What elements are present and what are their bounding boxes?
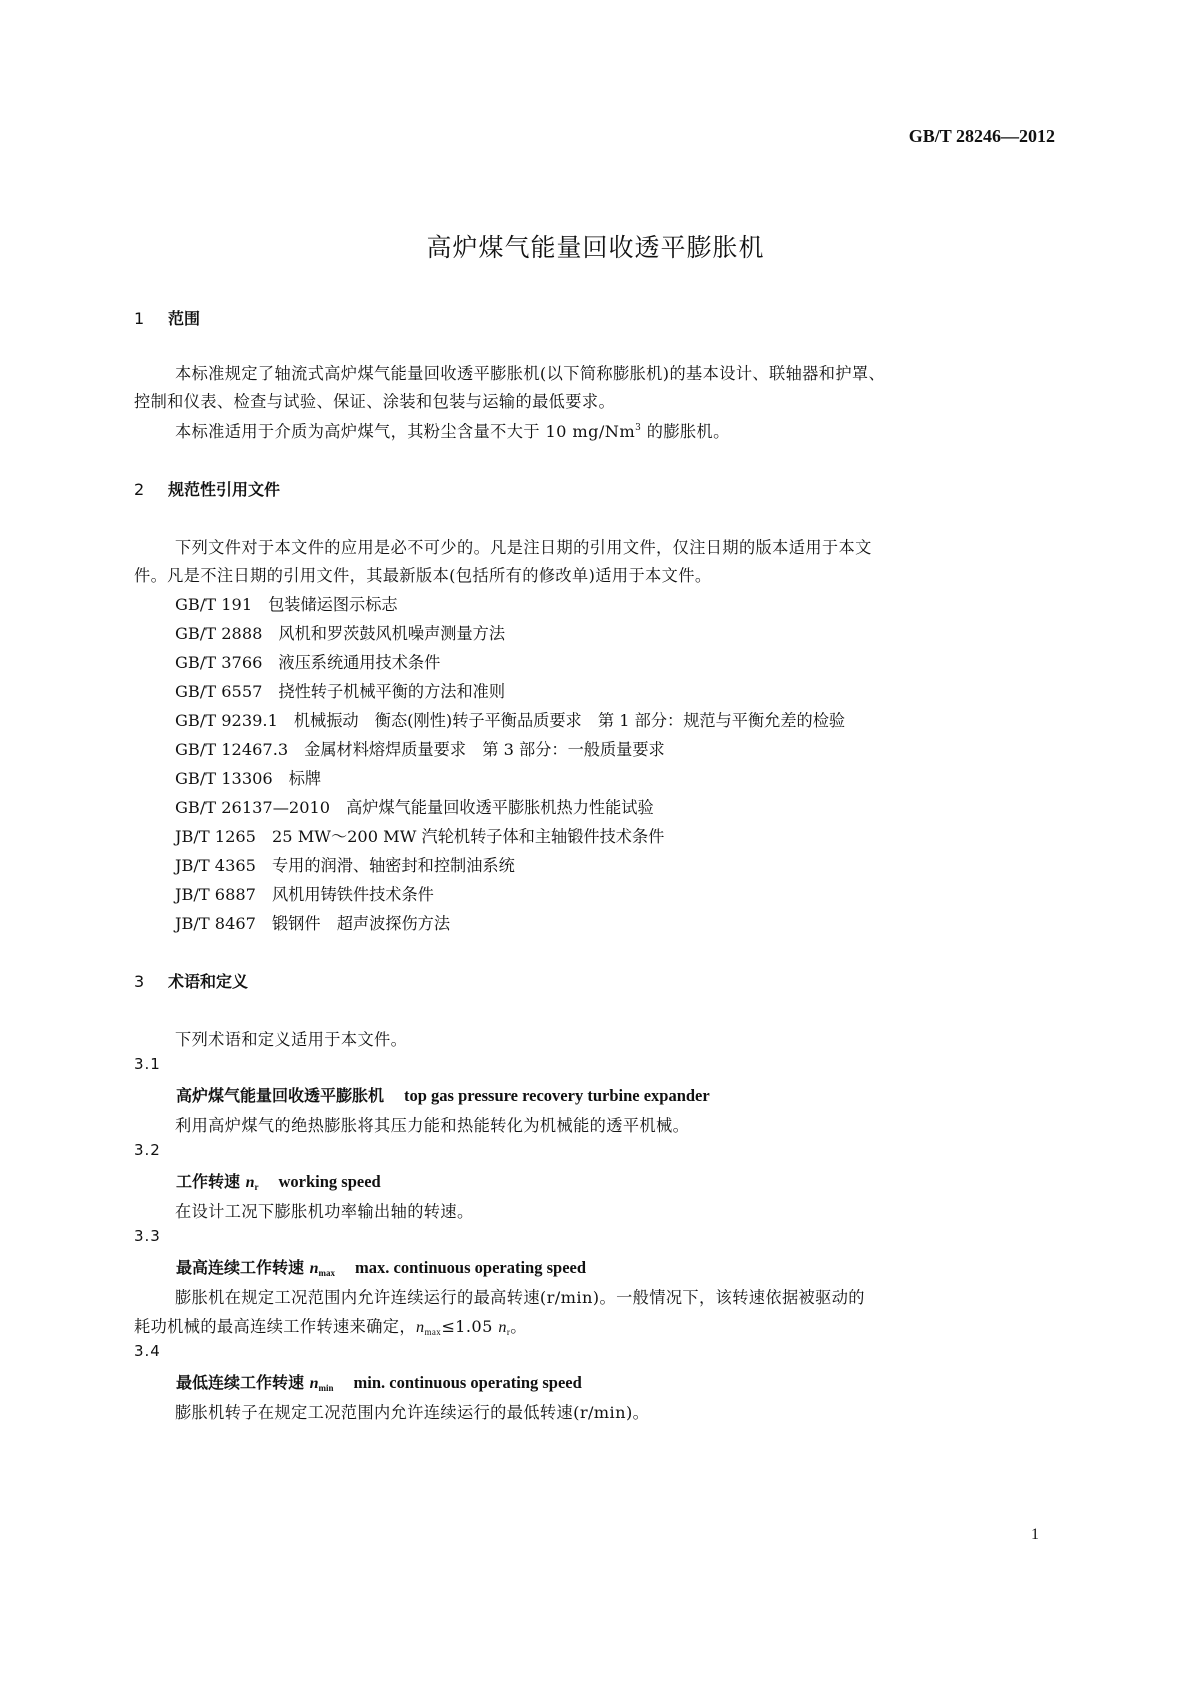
ref-title: 风机和罗茨鼓风机噪声测量方法 (278, 624, 506, 643)
ref-code: JB/T 4365 (175, 856, 256, 875)
section-3-heading (134, 969, 248, 992)
scope-para1-line1: 本标准规定了轴流式高炉煤气能量回收透平膨胀机(以下简称膨胀机)的基本设计、联轴器和护罩、 (175, 364, 886, 383)
clause-number: 3.1 (134, 1055, 161, 1073)
normative-intro-line1: 下列文件对于本文件的应用是必不可少的。凡是注日期的引用文件，仅注日期的版本适用于本文 (175, 538, 872, 557)
term-symbol (246, 1174, 259, 1191)
def-text: 耗功机械的最高连续工作转速来确定， (134, 1317, 416, 1336)
term-definition: 在设计工况下膨胀机功率输出轴的转速。 (175, 1202, 474, 1221)
ref-code: GB/T 12467.3 (175, 740, 289, 759)
term-en: min. continuous operating speed (353, 1373, 582, 1392)
reference-item (175, 823, 664, 847)
symbol-letter: n (498, 1318, 507, 1336)
ref-title: 标牌 (288, 769, 322, 788)
ref-title: 锻钢件 超声波探伤方法 (271, 914, 451, 933)
def-operator: ≤1.05 (441, 1317, 499, 1336)
reference-item (175, 707, 845, 731)
term-definition-line2 (134, 1313, 527, 1337)
term-en: working speed (278, 1172, 381, 1191)
ref-title: 挠性转子机械平衡的方法和准则 (278, 682, 506, 701)
term-definition: 利用高炉煤气的绝热膨胀将其压力能和热能转化为机械能的透平机械。 (175, 1116, 690, 1135)
symbol-letter: n (309, 1375, 319, 1392)
section-number: 2 (134, 480, 145, 499)
section-2-heading (134, 477, 280, 500)
ref-title: 高炉煤气能量回收透平膨胀机热力性能试验 (346, 798, 654, 817)
ref-code: JB/T 6887 (175, 885, 256, 904)
section-number: 1 (134, 309, 145, 328)
reference-item (175, 910, 450, 934)
term-symbol (310, 1260, 335, 1277)
standard-number: GB/T 28246—2012 (908, 126, 1055, 146)
symbol-subscript: max (318, 1268, 335, 1278)
term-definition-line1: 膨胀机在规定工况范围内允许连续运行的最高转速(r/min)。一般情况下，该转速依据被驱动的 (175, 1288, 865, 1307)
symbol-letter: n (245, 1174, 255, 1191)
term-heading (176, 1083, 710, 1106)
symbol-subscript: min (318, 1383, 334, 1393)
normative-intro-line2: 件。凡是不注日期的引用文件，其最新版本(包括所有的修改单)适用于本文件。 (134, 566, 712, 585)
reference-item (175, 591, 398, 615)
term-heading (176, 1370, 582, 1393)
reference-item (175, 881, 434, 905)
reference-item (175, 736, 665, 760)
clause-number: 3.3 (134, 1227, 161, 1245)
ref-title: 液压系统通用技术条件 (278, 653, 441, 672)
term-heading (176, 1169, 381, 1192)
scope-para2 (175, 418, 730, 442)
symbol-subscript: r (254, 1182, 259, 1192)
term-definition: 膨胀机转子在规定工况范围内允许连续运行的最低转速(r/min)。 (175, 1403, 650, 1422)
ref-code: GB/T 26137—2010 (175, 798, 331, 817)
ref-code: GB/T 191 (175, 595, 253, 614)
reference-item (175, 620, 505, 644)
section-title: 术语和定义 (168, 972, 249, 991)
symbol-letter: n (309, 1260, 319, 1277)
term-zh: 最低连续工作转速 (176, 1373, 305, 1392)
clause-number: 3.2 (134, 1141, 161, 1159)
symbol-subscript: r (506, 1327, 511, 1337)
term-en: max. continuous operating speed (355, 1258, 587, 1277)
term-zh: 最高连续工作转速 (176, 1258, 305, 1277)
section-1-heading (134, 306, 200, 329)
ref-title: 金属材料熔焊质量要求 第 3 部分：一般质量要求 (304, 740, 665, 759)
ref-code: JB/T 1265 (175, 827, 256, 846)
scope-para2-end: 的膨胀机。 (641, 422, 730, 441)
ref-title: 专用的润滑、轴密封和控制油系统 (271, 856, 515, 875)
symbol-subscript: max (424, 1327, 442, 1337)
term-zh: 高炉煤气能量回收透平膨胀机 (176, 1086, 385, 1105)
inline-symbol (416, 1318, 441, 1336)
ref-code: GB/T 3766 (175, 653, 263, 672)
terms-intro: 下列术语和定义适用于本文件。 (175, 1030, 408, 1049)
ref-title: 机械振动 衡态(刚性)转子平衡品质要求 第 1 部分：规范与平衡允差的检验 (293, 711, 846, 730)
ref-title: 包装储运图示标志 (268, 595, 398, 614)
page-number: 1 (1031, 1526, 1039, 1543)
term-en: top gas pressure recovery turbine expander (404, 1086, 710, 1105)
term-heading (176, 1255, 586, 1278)
reference-item (175, 765, 321, 789)
ref-code: GB/T 13306 (175, 769, 273, 788)
ref-code: GB/T 6557 (175, 682, 263, 701)
reference-item (175, 678, 505, 702)
superscript: 3 (635, 423, 642, 433)
ref-title: 25 MW～200 MW 汽轮机转子体和主轴锻件技术条件 (271, 827, 665, 846)
section-title: 范围 (168, 309, 201, 328)
section-number: 3 (134, 972, 145, 991)
ref-title: 风机用铸铁件技术条件 (271, 885, 434, 904)
reference-item (175, 852, 515, 876)
scope-para1-line2: 控制和仪表、检查与试验、保证、涂装和包装与运输的最低要求。 (134, 392, 616, 411)
ref-code: GB/T 9239.1 (175, 711, 278, 730)
section-title: 规范性引用文件 (168, 480, 281, 499)
term-symbol (310, 1375, 334, 1392)
scope-para2-text: 本标准适用于介质为高炉煤气，其粉尘含量不大于 10 mg/Nm (175, 422, 636, 441)
inline-symbol (498, 1318, 510, 1336)
ref-code: GB/T 2888 (175, 624, 263, 643)
def-end: 。 (510, 1317, 527, 1336)
reference-item (175, 794, 654, 818)
reference-item (175, 649, 440, 673)
document-title: 高炉煤气能量回收透平膨胀机 (426, 233, 765, 262)
symbol-letter: n (416, 1318, 425, 1336)
ref-code: JB/T 8467 (175, 914, 256, 933)
term-zh: 工作转速 (176, 1172, 241, 1191)
clause-number: 3.4 (134, 1342, 161, 1360)
